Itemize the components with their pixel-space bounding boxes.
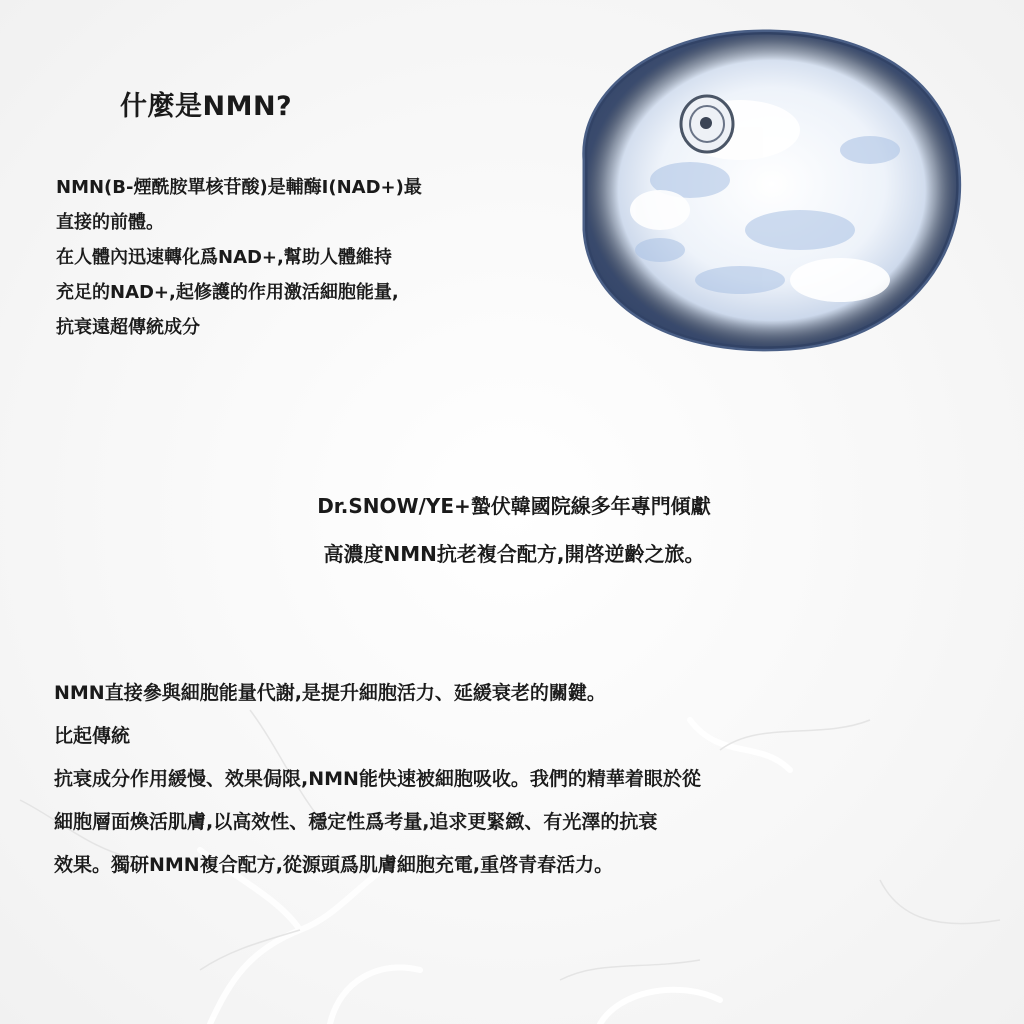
intro-line: 充足的NAD+,起修護的作用激活細胞能量,	[56, 282, 399, 303]
intro-line: NMN(B-煙酰胺單核苷酸)是輔酶I(NAD+)最	[56, 177, 422, 198]
brand-line: 高濃度NMN抗老複合配方,開啓逆齡之旅。	[323, 542, 705, 566]
cell-nucleus	[681, 96, 733, 152]
body-line: 比起傳統	[54, 725, 131, 747]
body-paragraph	[54, 672, 984, 887]
body-line: 抗衰成分作用緩慢、效果侷限,NMN能快速被細胞吸收。我們的精華着眼於從	[54, 768, 701, 790]
body-line: NMN直接參與細胞能量代謝,是提升細胞活力、延緩衰老的關鍵。	[54, 682, 606, 704]
intro-line: 抗衰遠超傳統成分	[56, 317, 200, 338]
intro-line: 直接的前體。	[56, 212, 164, 233]
page-title: 什麼是NMN?	[120, 91, 293, 122]
cell-illustration	[540, 10, 980, 370]
body-line: 效果。獨研NMN複合配方,從源頭爲肌膚細胞充電,重啓青春活力。	[54, 854, 614, 876]
brand-line: Dr.SNOW/YE+蟄伏韓國院線多年專門傾獻	[317, 494, 711, 518]
brand-statement	[0, 482, 1024, 578]
intro-paragraph	[56, 170, 526, 345]
body-line: 細胞層面煥活肌膚,以高效性、穩定性爲考量,追求更緊緻、有光澤的抗衰	[54, 811, 658, 833]
intro-line: 在人體內迅速轉化爲NAD+,幫助人體維持	[56, 247, 392, 268]
